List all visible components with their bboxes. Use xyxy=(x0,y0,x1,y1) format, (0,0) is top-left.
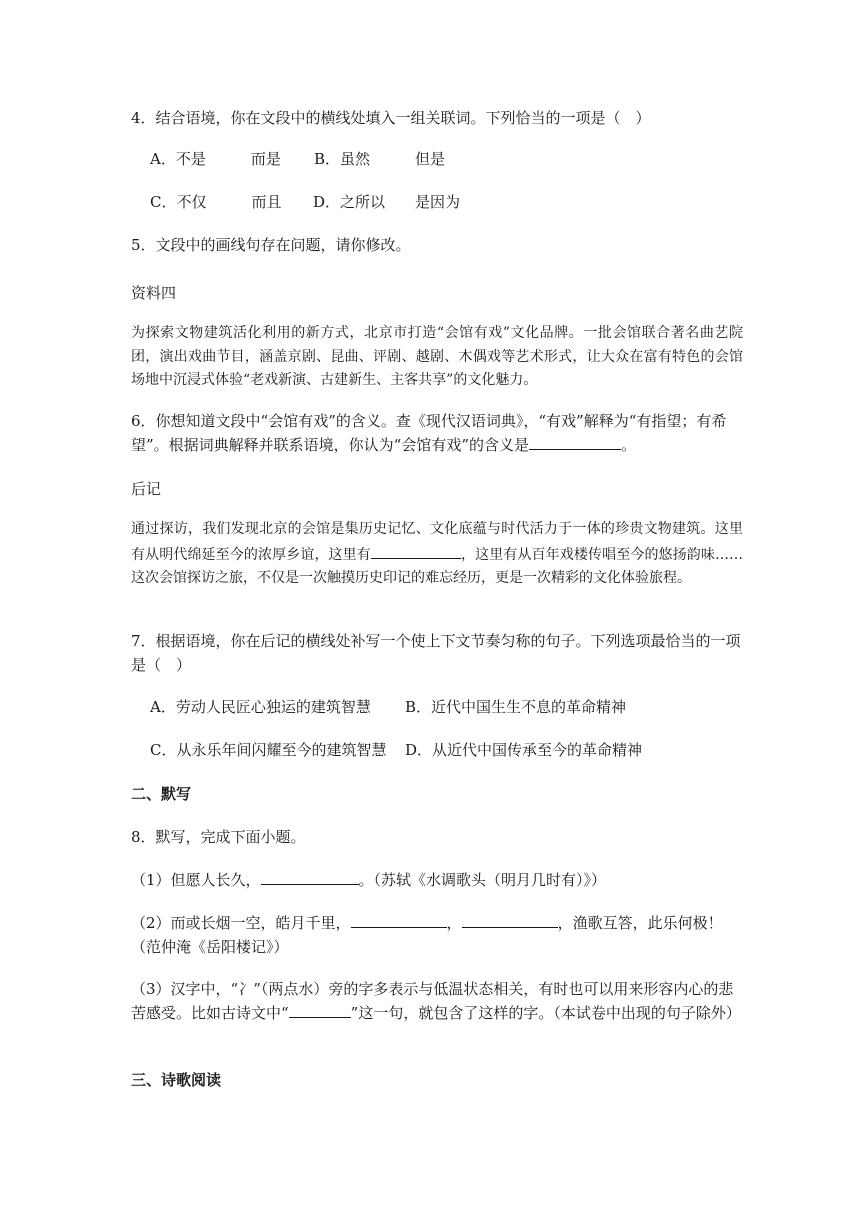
q6-text-after: 。 xyxy=(621,436,637,454)
q5-stem: 5．文段中的画线句存在问题，请你修改。 xyxy=(131,236,411,254)
q7-option-d[interactable]: D．从近代中国传承至今的革命精神 xyxy=(405,741,643,759)
q8-sub3-before: （3）汉字中，“冫”（两点水）旁的字多表示与低温状态相关，有时也可以用来形容内心的悲苦感受。比如古诗文中“ xyxy=(131,980,734,1022)
material4-title: 资料四 xyxy=(131,284,177,302)
q8-sub2 xyxy=(131,911,743,959)
q4-option-d[interactable]: D．之所以 是因为 xyxy=(313,193,461,211)
section3-title: 三、诗歌阅读 xyxy=(131,1071,222,1089)
q4-stem: 4．结合语境，你在文段中的横线处填入一组关联词。下列恰当的一项是（ ） xyxy=(131,109,651,127)
q8-sub3 xyxy=(131,977,743,1025)
afterword-text-before: 通过探访，我们发现北京的会馆是集历史记忆、文化底蕴与时代活力于一体的珍贵文物建筑。这里有从明代绵延至今的浓厚乡谊，这里有 xyxy=(131,521,743,563)
q8-sub2-before: （2）而或长烟一空，皓月千里， xyxy=(131,914,351,932)
section2-title: 二、默写 xyxy=(131,785,192,803)
afterword-title: 后记 xyxy=(131,480,162,498)
material4-text: 为探索文物建筑活化利用的新方式，北京市打造“会馆有戏”文化品牌。一批会馆联合著名曲艺院团，演出戏曲节目，涵盖京剧、昆曲、评剧、越剧、木偶戏等艺术形式，让大众在富有特色的会馆场地中沉浸式体验“老戏新演、古建新生、主客共享”的文化魅力。 xyxy=(131,325,743,388)
q4-option-a[interactable]: A．不是 而是 xyxy=(150,150,281,168)
q8-sub3-blank[interactable] xyxy=(289,1001,351,1018)
q7-stem: 7．根据语境，你在后记的横线处补写一个使上下文节奏匀称的句子。下列选项最恰当的一项是（ ） xyxy=(131,632,741,674)
q8-sub2-blank-2[interactable] xyxy=(462,911,558,928)
q8-sub2-blank-1[interactable] xyxy=(351,911,447,928)
afterword-blank[interactable] xyxy=(371,542,461,559)
q7-option-c[interactable]: C．从永乐年间闪耀至今的建筑智慧 xyxy=(150,741,387,759)
afterword-text xyxy=(131,518,743,591)
afterword-text-after: ，这里有从百年戏楼传唱至今的悠扬韵味……这次会馆探访之旅，不仅是一次触摸历史印记的难忘经历，更是一次精彩的文化体验旅程。 xyxy=(131,546,744,586)
q7-option-a[interactable]: A．劳动人民匠心独运的建筑智慧 xyxy=(150,698,371,716)
q6-text xyxy=(131,409,743,457)
q8-stem: 8．默写，完成下面小题。 xyxy=(131,828,306,846)
q8-sub2-mid: ， xyxy=(446,914,462,932)
q8-sub1-before: （1）但愿人长久， xyxy=(131,871,261,889)
q4-option-b[interactable]: B．虽然 但是 xyxy=(314,150,446,168)
q8-sub1-blank[interactable] xyxy=(261,868,359,885)
q8-sub2-after: ，渔歌互答，此乐何极！（范仲淹《岳阳楼记》） xyxy=(131,914,723,956)
q6-answer-blank[interactable] xyxy=(529,433,621,450)
q6-text-before: 6．你想知道文段中“会馆有戏”的含义。查《现代汉语词典》，“有戏”解释为“有指望；有希望”。根据词典解释并联系语境，你认为“会馆有戏”的含义是 xyxy=(131,412,727,454)
q8-sub1 xyxy=(131,868,741,892)
q7-option-b[interactable]: B．近代中国生生不息的革命精神 xyxy=(405,698,627,716)
q8-sub1-after: 。（苏轼《水调歌头（明月几时有）》） xyxy=(358,871,607,889)
q8-sub3-after: ”这一句，就包含了这样的字。（本试卷中出现的句子除外） xyxy=(350,1004,741,1022)
q4-option-c[interactable]: C．不仅 而且 xyxy=(150,193,282,211)
